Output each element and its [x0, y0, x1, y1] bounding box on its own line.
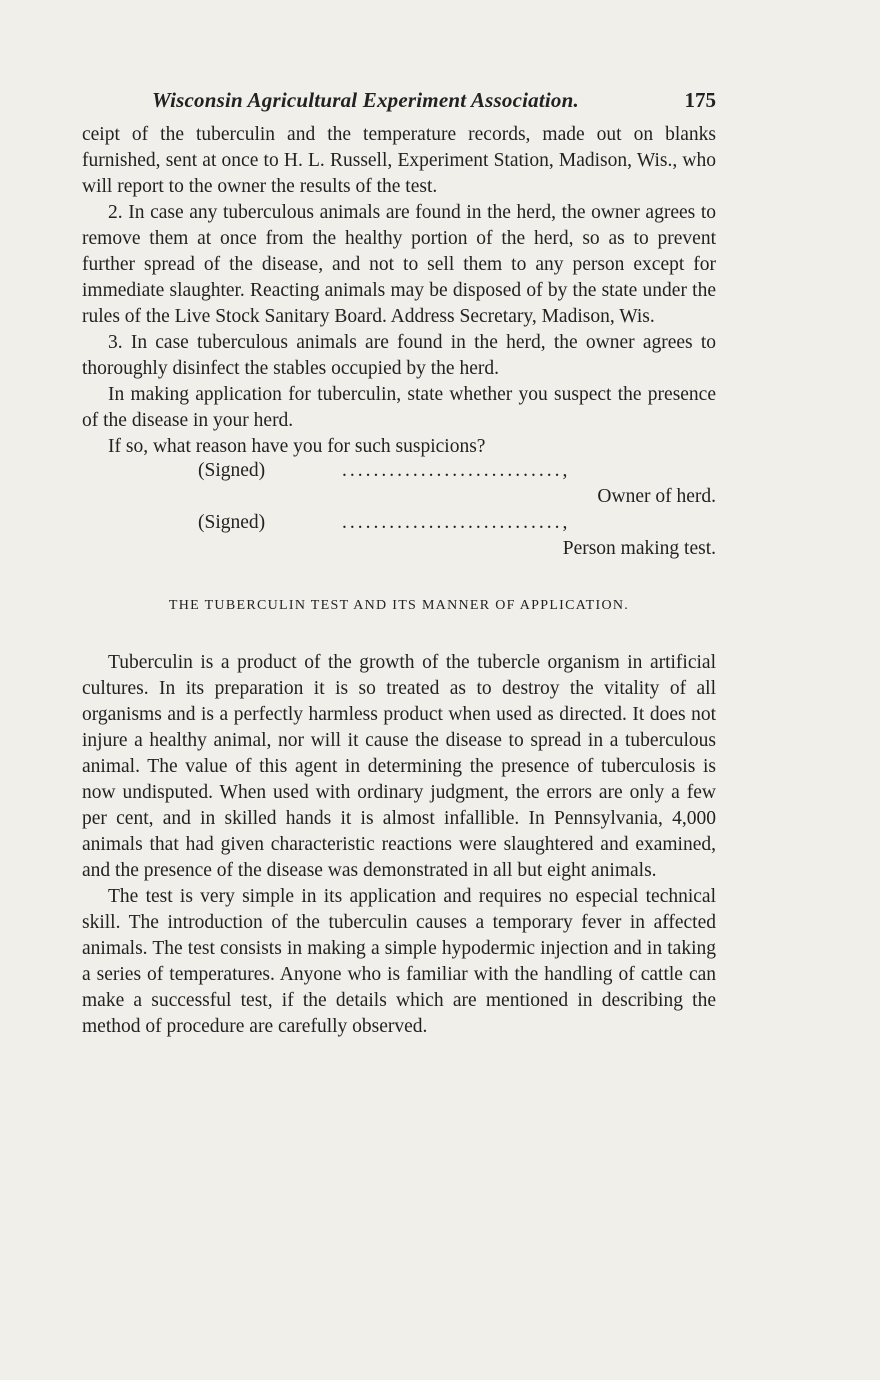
- paragraph-suspicion: If so, what reason have you for such suspicions?: [108, 436, 486, 457]
- running-title: Wisconsin Agricultural Experiment Association.: [152, 88, 579, 112]
- signature-line: ............................,: [342, 460, 571, 481]
- signature-role: Person making test.: [562, 538, 716, 559]
- paragraph-application: In making application for tuberculin, state whether you suspect the presence of the disease in your herd.: [82, 384, 716, 431]
- signature-label: (Signed): [198, 460, 266, 481]
- page: [82, 82, 716, 1040]
- page-number: 175: [684, 88, 716, 112]
- section-heading: THE TUBERCULIN TEST AND ITS MANNER OF APPLICATION.: [168, 598, 630, 613]
- signature-tester: [82, 512, 716, 564]
- paragraph-tuberculin: Tuberculin is a product of the growth of the tubercle organism in artificial cultures. In its preparation it is so treated as to destroy the vitality of all organisms and is a perfectly harmless product when used as directed. It does not injure a healthy animal, nor will it cause the disease to spread in a tuberculous animal. The value of this agent in determining the presence of tuberculosis is now undisputed. When used with ordinary judgment, the errors are only a few per cent, and in skilled hands it is almost infallible. In Pennsylvania, 4,000 animals that had given characteristic reactions were slaughtered and examined, and the presence of the disease was demonstrated in all but eight animals.: [82, 652, 716, 881]
- signature-owner: [82, 460, 716, 512]
- paragraph-test: The test is very simple in its application and requires no especial technical skill. The introduction of the tuberculin causes a temporary fever in affected animals. The test consists in making a simple hypodermic injection and in taking a series of temperatures. Anyone who is familiar with the handling of cattle can make a successful test, if the details which are mentioned in describing the method of procedure are carefully observed.: [82, 886, 716, 1037]
- signature-label: (Signed): [198, 512, 266, 533]
- paragraph-condition-2: 2. In case any tuberculous animals are found in the herd, the owner agrees to remove them at once from the healthy portion of the herd, so as to prevent further spread of the disease, and not to sell them to any person except for immediate slaughter. Reacting animals may be disposed of by the state under the rules of the Live Stock Sanitary Board. Address Secretary, Madison, Wis.: [82, 202, 716, 327]
- paragraph-continuation: ceipt of the tuberculin and the temperature records, made out on blanks furnished, sent at once to H. L. Russell, Experiment Station, Madison, Wis., who will report to the owner the results of the test.: [82, 124, 716, 197]
- signature-line: ............................,: [342, 512, 571, 533]
- paragraph-condition-3: 3. In case tuberculous animals are found in the herd, the owner agrees to thoroughly disinfect the stables occupied by the herd.: [82, 332, 716, 379]
- running-head: [82, 82, 716, 122]
- signature-role: Owner of herd.: [597, 486, 716, 507]
